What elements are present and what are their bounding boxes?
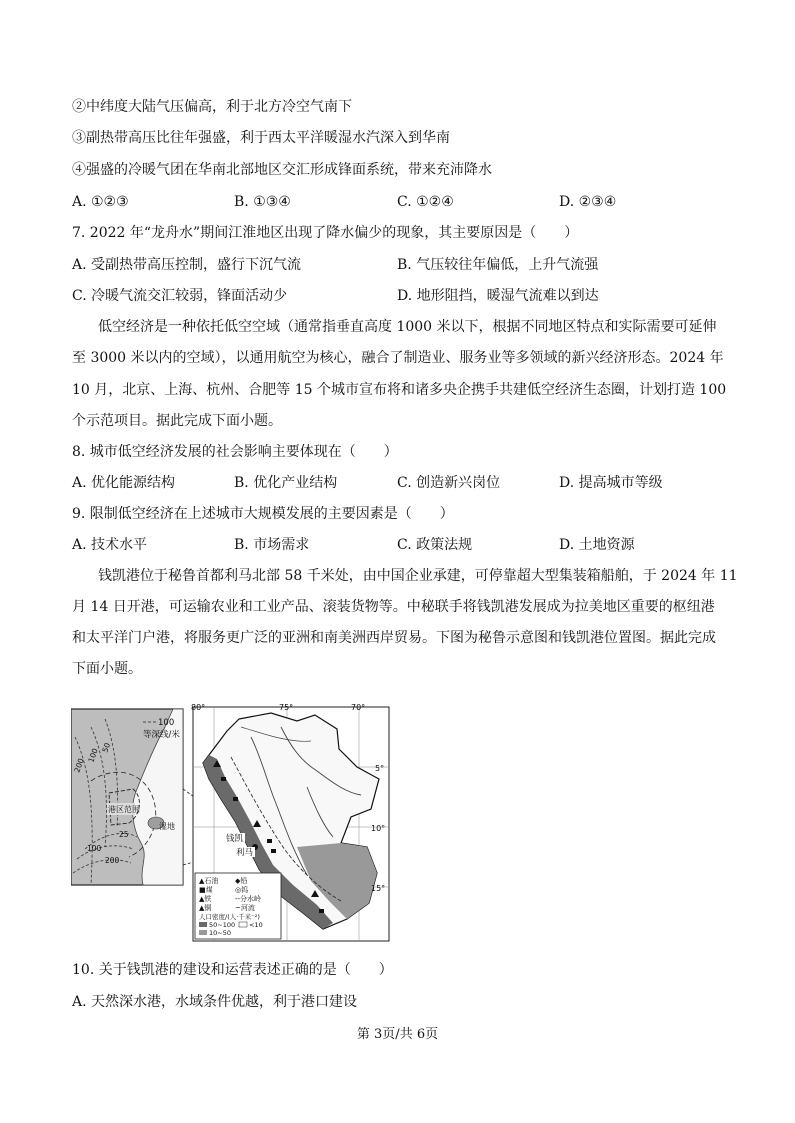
- q9-options: [72, 535, 732, 555]
- q7-option-b[interactable]: B. 气压较往年偏低，上升气流强: [397, 257, 599, 273]
- q6-option-b[interactable]: B. ①③④: [234, 194, 291, 210]
- coal-mark-4: [271, 849, 276, 853]
- latitude-15: 15°: [371, 884, 386, 893]
- passage1-line4: 个示范项目。据此完成下面小题。: [72, 413, 282, 429]
- q7-option-a[interactable]: A. 受副热带高压控制，盛行下沉气流: [72, 257, 302, 273]
- passage1-line1: 低空经济是一种依托低空空域（通常指垂直高度 1000 米以下，根据不同地区特点和实际需要可延伸: [98, 319, 717, 335]
- q7-option-d[interactable]: D. 地形阻挡，暖湿气流难以到达: [397, 288, 599, 304]
- q10-options: [72, 992, 732, 1012]
- q10-stem: 10. 关于钱凯港的建设和运营表述正确的是（ ）: [72, 962, 393, 978]
- lima-label: 利马: [236, 848, 254, 858]
- legend-lead: ◆铅: [235, 877, 248, 885]
- q9-option-b[interactable]: B. 市场需求: [234, 537, 310, 553]
- peru-map-figure: [71, 697, 391, 943]
- passage1-line3: 10 月，北京、上海、杭州、合肥等 15 个城市宣布将和诸多央企携手共建低空经济生态圈，计划打造 100: [72, 382, 727, 398]
- legend-density-mid: 10~50: [209, 929, 231, 937]
- legend-density-high: 50~100: [209, 921, 236, 929]
- q8-stem: 8. 城市低空经济发展的社会影响主要体现在（ ）: [72, 444, 398, 460]
- passage2-line2: 月 14 日开港，可运输农业和工业产品、滚装货物等。中秘联手将钱凯港发展成为拉美地区重要的枢纽港: [72, 599, 715, 615]
- legend-copper: ▲铜: [199, 904, 212, 912]
- inset-map: [71, 709, 183, 885]
- legend-iron: ▲铁: [199, 895, 212, 903]
- passage2-line4: 下面小题。: [72, 661, 142, 677]
- legend-oil: ▲石油: [199, 877, 219, 885]
- contour-label-2: 100: [86, 747, 100, 764]
- legend-swatch-low: [239, 922, 247, 927]
- q8-options: [72, 473, 732, 493]
- port-area-label: 港区范围: [108, 805, 140, 814]
- legend-coal: ■煤: [199, 886, 213, 894]
- inset-legend-value: 100: [158, 718, 175, 728]
- q9-stem: 9. 限制低空经济在上述城市大规模发展的主要因素是（ ）: [72, 506, 454, 522]
- legend-density-low: <10: [249, 921, 263, 929]
- longitude-80: 80°: [191, 703, 206, 712]
- q8-option-b[interactable]: B. 优化产业结构: [234, 475, 338, 491]
- q10-option-a[interactable]: A. 天然深水港，水域条件优越，利于港口建设: [72, 994, 358, 1010]
- legend-swatch-high: [199, 922, 207, 927]
- q9-option-c[interactable]: C. 政策法规: [397, 537, 473, 553]
- passage2-line3: 和太平洋门户港，将服务更广泛的亚洲和南美洲西岸贸易。下图为秘鲁示意图和钱凯港位置图。据此完成: [72, 630, 716, 646]
- coal-mark-2: [233, 797, 238, 801]
- q8-option-c[interactable]: C. 创造新兴岗位: [397, 475, 501, 491]
- legend-river: ~河流: [235, 904, 255, 912]
- latitude-5: 5°: [375, 764, 385, 773]
- legend-divide: --分水岭: [235, 895, 262, 903]
- q6-options: [72, 192, 732, 212]
- contour-label-4: 25: [119, 830, 129, 839]
- longitude-75: 75°: [279, 703, 294, 712]
- q7-options-row1: [72, 255, 732, 275]
- q6-option-a[interactable]: A. ①②③: [72, 194, 129, 210]
- coal-mark-3: [267, 839, 272, 843]
- peru-map-svg: [71, 697, 391, 943]
- q9-option-d[interactable]: D. 土地资源: [559, 537, 635, 553]
- contour-label-5: 100: [87, 844, 102, 853]
- q8-option-a[interactable]: A. 优化能源结构: [72, 475, 176, 491]
- contour-label-6: 200: [105, 856, 120, 865]
- q7-option-c[interactable]: C. 冷暖气流交汇较弱，锋面活动少: [72, 288, 288, 304]
- legend-swatch-mid: [199, 930, 207, 935]
- legend-density-title: 人口密度/(人·千米⁻²): [199, 913, 260, 921]
- contour-label-3: 50: [100, 741, 113, 754]
- longitude-70: 70°: [351, 703, 366, 712]
- page-footer: 第 3页/共 6页: [356, 1027, 439, 1042]
- qiankai-label: 钱凯: [226, 834, 244, 844]
- q7-stem: 7. 2022 年“龙舟水”期间江淮地区出现了降水偏少的现象，其主要原因是（ ）: [72, 225, 579, 241]
- q8-option-d[interactable]: D. 提高城市等级: [559, 475, 663, 491]
- q6-option-d[interactable]: D. ②③④: [559, 194, 617, 210]
- legend-tungsten: ◎钨: [235, 886, 249, 894]
- contour-label-1: 200: [72, 757, 86, 774]
- wetland-label: 湿地: [159, 822, 175, 831]
- inset-legend-label: 等深线/米: [143, 730, 180, 740]
- passage2-line1: 钱凯港位于秘鲁首都利马北部 58 千米处，由中国企业承建，可停靠超大型集装箱船舶，于 2024 年 11: [98, 568, 738, 584]
- coal-mark-5: [319, 909, 324, 913]
- statement-2: ②中纬度大陆气压偏高，利于北方冷空气南下: [72, 99, 352, 115]
- statement-4: ④强盛的冷暖气团在华南北部地区交汇形成锋面系统，带来充沛降水: [72, 162, 492, 178]
- latitude-10: 10°: [371, 824, 386, 833]
- q6-option-c[interactable]: C. ①②④: [397, 194, 454, 210]
- q7-options-row2: [72, 286, 732, 306]
- map-legend: [195, 873, 281, 939]
- q9-option-a[interactable]: A. 技术水平: [72, 537, 148, 553]
- passage1-line2: 至 3000 米以内的空域），以通用航空为核心，融合了制造业、服务业等多领域的新兴经济形态。2024 年: [72, 350, 724, 366]
- statement-3: ③副热带高压比往年强盛，利于西太平洋暖湿水汽深入到华南: [72, 130, 450, 146]
- coal-mark-1: [221, 777, 226, 781]
